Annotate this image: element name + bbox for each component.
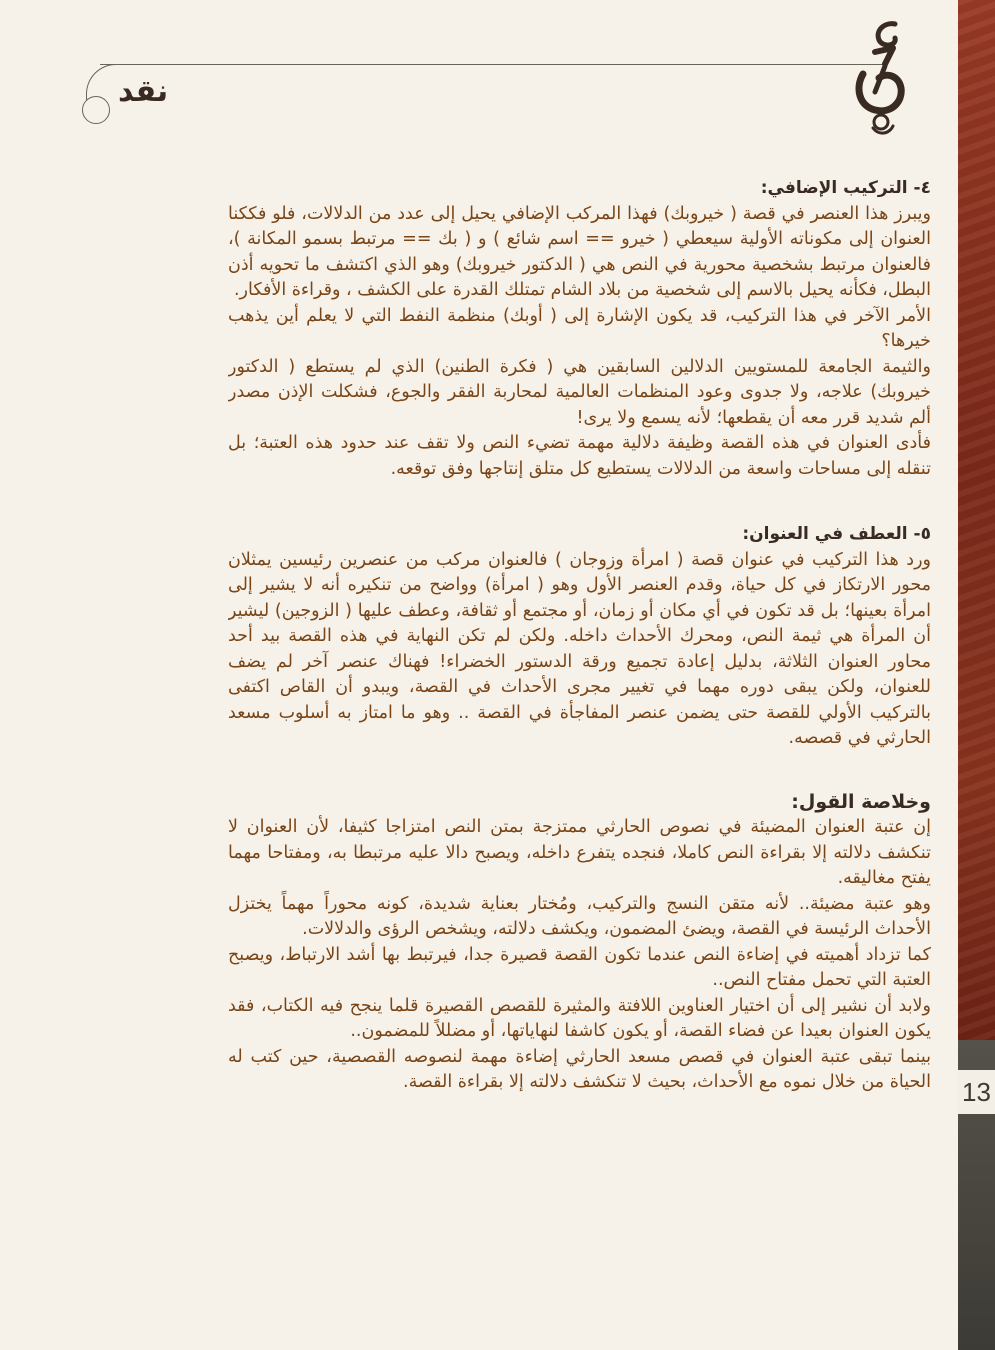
article-body xyxy=(228,176,931,1200)
section-heading-4: ٤- التركيب الإضافي: xyxy=(760,178,931,198)
decorative-side-strip xyxy=(958,0,995,1040)
section-label: نقد xyxy=(118,74,169,109)
paragraph: ورد هذا التركيب في عنوان قصة ( امرأة وزوجان ) فالعنوان مركب من عنصرين رئيسين يمثلان محور الارتكاز في كل حياة، وقدم العنصر الأول وهو ( امرأة) وواضح من تنكيره أنه لا يشير إلى امرأة بعينها؛ بل قد تكون في أي مكان أو زمان، أو مجتمع أو ثقافة، وعطف عليها ( الزوجين) ليشير أن المرأة هي ثيمة النص، ومحرك الأحداث داخله. ولكن لم تكن النهاية في هذه القصة بيد أحد محاور العنوان الثلاثة، بدليل إعادة تجميع ورقة الدستور الخضراء! فهناك عنصر آخر لم يضف للعنوان، ولكن يبقى دوره مهما في تغيير مجرى الأحداث في القصة، ويبدو أن القاص اكتفى بالتركيب الأولي للقصة حتى يضمن عنصر المفاجأة في القصة .. وهو ما امتاز به أسلوب مسعد الحارثي في قصصه. xyxy=(228,549,931,748)
paragraph: بينما تبقى عتبة العنوان في قصص مسعد الحارثي إضاءة مهمة لنصوصه القصصية، حين كتب له الحياة من خلال نموه مع الأحداث، بحيث لا تنكشف دلالته إلا بقراءة القصة. xyxy=(228,1046,931,1092)
conclusion-heading: وخلاصة القول: xyxy=(791,790,931,813)
paragraph: وهو عتبة مضيئة.. لأنه متقن النسج والتركيب، ومُختار بعناية شديدة، كونه محوراً مهماً يختزل الأحداث الرئيسة في القصة، ويضئ المضمون، ويكشف دلالته، ويشخص الرؤى والدلالات. xyxy=(228,893,931,939)
paragraph: ويبرز هذا العنصر في قصة ( خيروبك) فهذا المركب الإضافي يحيل إلى عدد من الدلالات، فلو فككنا العنوان إلى مكوناته الأولية سيعطي ( خيرو == اسم شائع ) و ( بك == مرتبط بسمو المكانة )، فالعنوان مرتبط بشخصية محورية في النص هي ( الدكتور خيروبك) وهو الذي اكتشف ما تحويه أذن البطل، فكأنه يحيل بالاسم إلى شخصية من بلاد الشام تمتلك القدرة على الكشف ، وقراءة الأفكار. xyxy=(228,203,931,300)
paragraph: فأدى العنوان في هذه القصة وظيفة دلالية مهمة تضيء النص ولا تقف عند حدود هذه العتبة؛ بل تنقله إلى مساحات واسعة من الدلالات يستطيع كل متلق إنتاجها وفق توقعه. xyxy=(228,433,931,479)
spacer xyxy=(228,752,931,790)
paragraph: إن عتبة العنوان المضيئة في نصوص الحارثي ممتزجة بمتن النص امتزاجا كثيفا، لأن العنوان لا تنكشف دلالته إلا بقراءة النص كاملا، فنجده يتفرع داخله، ويصبح دالا عليه مرتبطا به، ومفتاحا مهما يفتح مغاليقه. xyxy=(228,817,931,888)
header-rule xyxy=(100,64,882,65)
paragraph: كما تزداد أهميته في إضاءة النص عندما تكون القصة قصيرة جدا، فيرتبط بها أشد الارتباط، ويصبح العتبة التي تحمل مفتاح النص.. xyxy=(228,944,931,990)
paragraph: الأمر الآخر في هذا التركيب، قد يكون الإشارة إلى ( أوبك) منظمة النفط التي لا يعلم أين يذهب خيرها؟ xyxy=(228,305,931,351)
spacer xyxy=(228,482,931,522)
header-circle-ornament xyxy=(82,96,110,124)
section-heading-5: ٥- العطف في العنوان: xyxy=(742,524,931,544)
magazine-logo-icon xyxy=(845,18,915,138)
page-number: 13 xyxy=(958,1070,995,1114)
paragraph: ولابد أن نشير إلى أن اختيار العناوين اللافتة والمثيرة للقصص القصيرة قلما ينجح فيه الكتاب، فقد يكون العنوان بعيدا عن فضاء القصة، أو يكون كاشفا لنهاياتها، أو مضللاً للمضمون.. xyxy=(228,995,931,1041)
paragraph: والثيمة الجامعة للمستويين الدلالين السابقين هي ( فكرة الطنين) الذي لم يستطع ( الدكتور خيروبك) علاجه، ولا جدوى وعود المنظمات العالمية لمحاربة الفقر والجوع، فشكلت الإذن مصدر ألم شديد قرر معه أن يقطعها؛ لأنه يسمع ولا يرى! xyxy=(228,356,931,428)
